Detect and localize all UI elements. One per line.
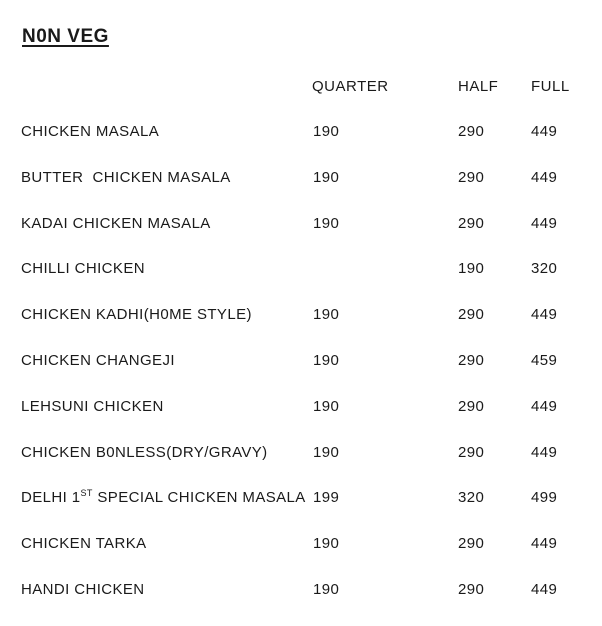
price-half: 290 <box>458 214 485 232</box>
price-quarter: 199 <box>313 489 340 507</box>
price-half: 290 <box>458 580 485 598</box>
menu-item-row <box>0 580 602 626</box>
column-header-half: HALF <box>458 78 499 95</box>
item-name-end: SPECIAL CHICKEN MASALA <box>92 489 306 507</box>
item-name: CHICKEN B0NLESS(DRY/GRAVY) <box>21 443 268 461</box>
menu-item-row <box>0 351 602 397</box>
menu-item-row <box>0 397 602 443</box>
price-quarter: 190 <box>313 214 340 232</box>
section-title: N0N VEG <box>22 26 109 47</box>
item-name: LEHSUNI CHICKEN <box>21 397 164 415</box>
item-name: CHICKEN TARKA <box>21 535 147 553</box>
price-full: 449 <box>531 214 558 232</box>
menu-item-row <box>0 488 602 534</box>
menu-items-list <box>0 122 602 626</box>
price-full: 449 <box>531 397 558 415</box>
price-full: 449 <box>531 443 558 461</box>
price-quarter: 190 <box>313 168 340 186</box>
price-full: 320 <box>531 260 558 278</box>
price-full: 459 <box>531 351 558 369</box>
price-quarter: 190 <box>313 397 340 415</box>
price-half: 290 <box>458 397 485 415</box>
item-name: KADAI CHICKEN MASALA <box>21 214 211 232</box>
price-half: 190 <box>458 260 485 278</box>
price-half: 290 <box>458 535 485 553</box>
price-full: 499 <box>531 489 558 507</box>
price-half: 290 <box>458 123 485 140</box>
item-name: HANDI CHICKEN <box>21 580 145 598</box>
price-quarter: 190 <box>313 443 340 461</box>
menu-item-row <box>0 259 602 305</box>
column-header-quarter: QUARTER <box>312 78 389 95</box>
item-name <box>21 488 306 508</box>
price-half: 290 <box>458 443 485 461</box>
price-full: 449 <box>531 580 558 598</box>
price-quarter: 190 <box>313 306 340 324</box>
menu-item-row <box>0 443 602 489</box>
price-quarter: 190 <box>313 351 340 369</box>
item-name: CHICKEN CHANGEJI <box>21 351 175 369</box>
ordinal-suffix: ST <box>80 488 93 499</box>
price-full: 449 <box>531 535 558 553</box>
price-full: 449 <box>531 306 558 324</box>
price-full: 449 <box>531 168 558 186</box>
item-name: BUTTER CHICKEN MASALA <box>21 168 231 186</box>
item-name-start: DELHI 1 <box>21 489 81 507</box>
price-quarter: 190 <box>313 123 340 140</box>
price-quarter: 190 <box>313 535 340 553</box>
item-name: CHICKEN MASALA <box>21 123 160 140</box>
price-half: 290 <box>458 351 485 369</box>
price-half: 290 <box>458 168 485 186</box>
column-header-full: FULL <box>531 78 570 95</box>
menu-item-row <box>0 305 602 351</box>
menu-item-row <box>0 168 602 214</box>
price-half: 320 <box>458 489 485 507</box>
menu-item-row <box>0 214 602 260</box>
price-quarter: 190 <box>313 580 340 598</box>
price-half: 290 <box>458 306 485 324</box>
item-name: CHILLI CHICKEN <box>21 260 145 278</box>
price-full: 449 <box>531 123 558 140</box>
menu-item-row <box>0 122 602 168</box>
menu-item-row <box>0 534 602 580</box>
item-name: CHICKEN KADHI(H0ME STYLE) <box>21 306 252 324</box>
